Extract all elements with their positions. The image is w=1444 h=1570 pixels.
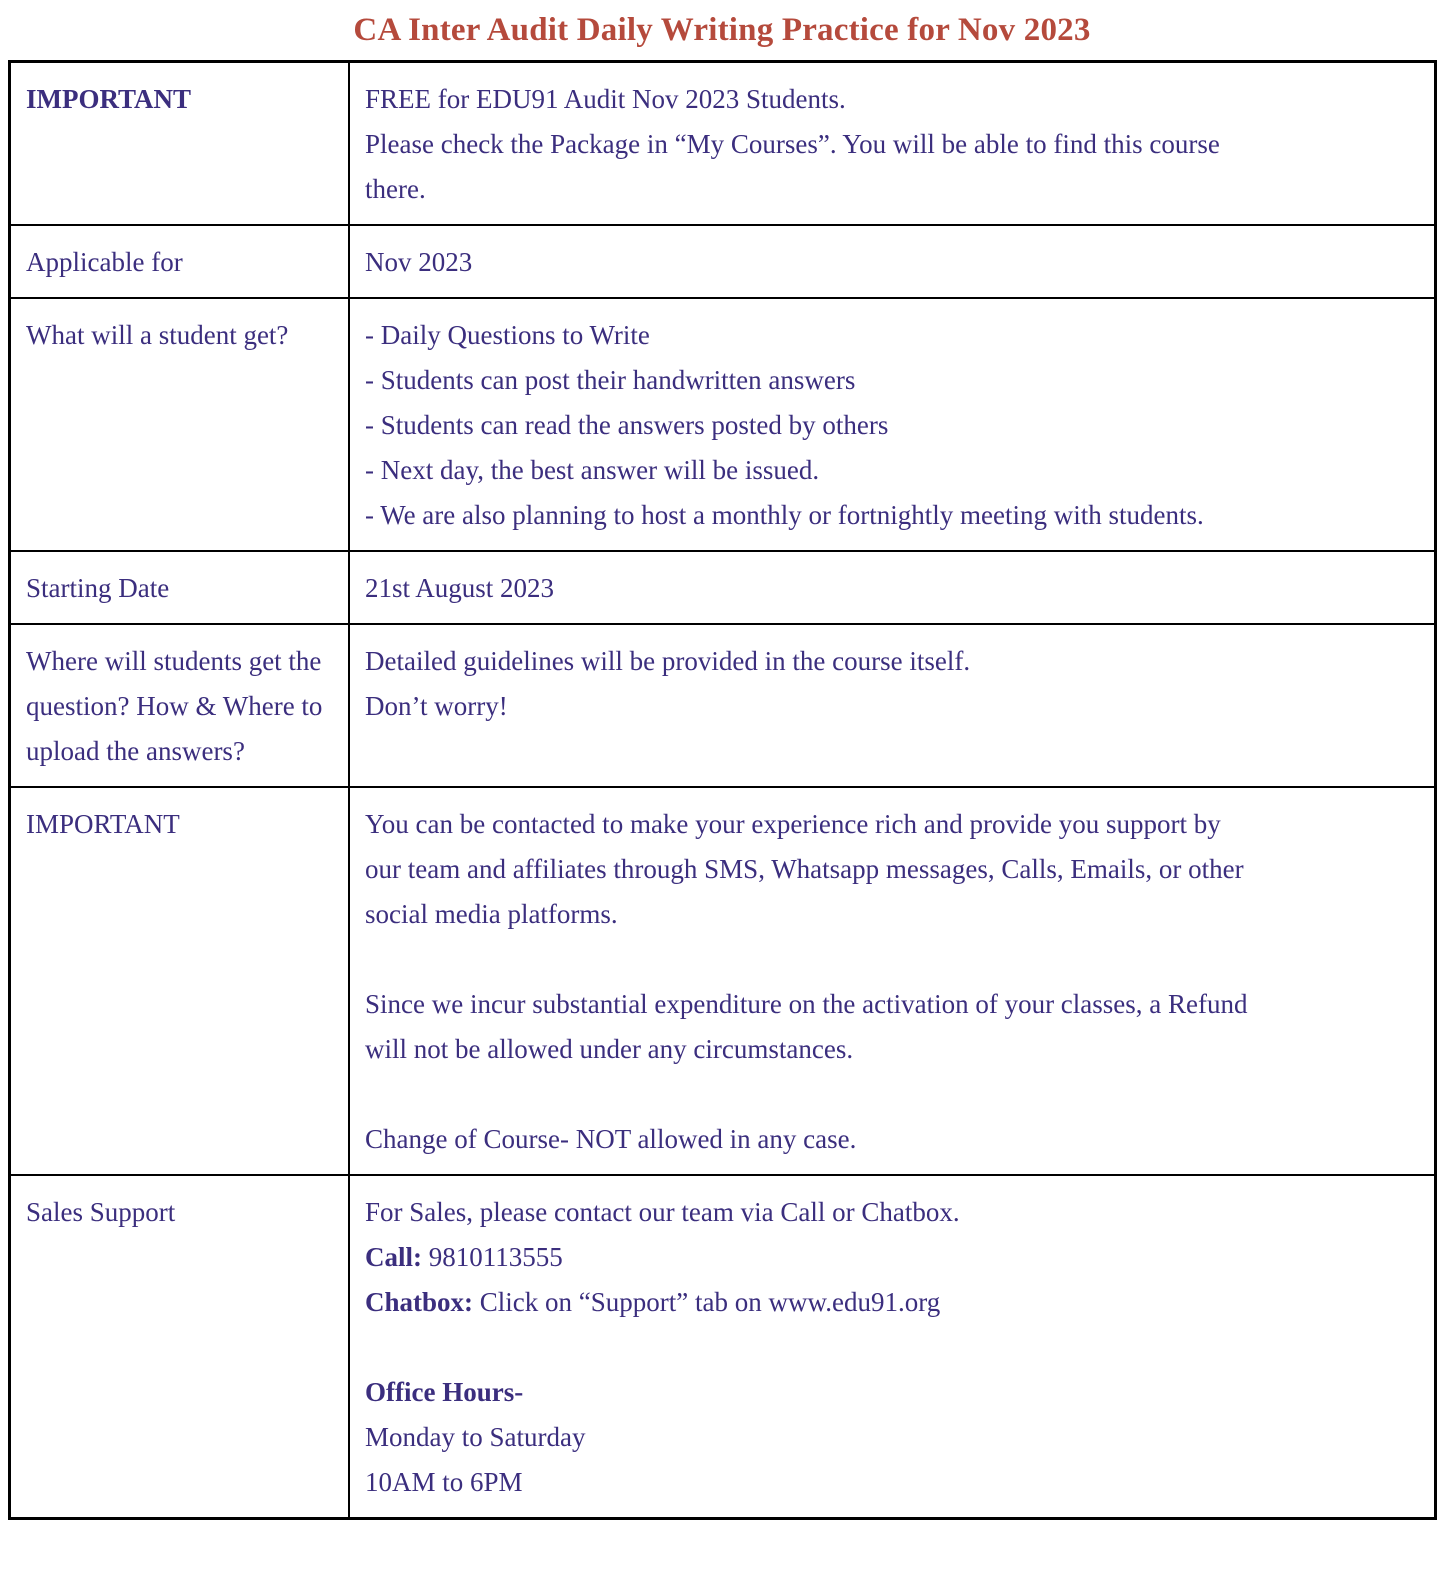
row-label-sales-support: Sales Support: [11, 1176, 350, 1517]
content-line: [365, 358, 1418, 403]
row-label-important-free: IMPORTANT: [11, 63, 350, 224]
content-line: [365, 684, 1418, 729]
text-run: Monday to Saturday: [365, 1422, 586, 1452]
content-line: [365, 566, 1418, 611]
content-line: [365, 1460, 1418, 1505]
content-line: [365, 1190, 1418, 1235]
row-content-important-free: [350, 63, 1434, 224]
table-row-important-free: [11, 63, 1434, 226]
content-line: [365, 847, 1418, 892]
row-label-starting-date: Starting Date: [11, 552, 350, 623]
text-run: Please check the Package in “My Courses”. You will be able to find this course: [365, 129, 1220, 159]
bold-text-run: Call:: [365, 1242, 422, 1272]
table-row-important-policy: [11, 788, 1434, 1176]
text-run: - We are also planning to host a monthly or fortnightly meeting with students.: [365, 500, 1204, 530]
text-run: - Next day, the best answer will be issued.: [365, 455, 820, 485]
table-row-student-benefits: [11, 299, 1434, 552]
content-line: [365, 1117, 1418, 1162]
row-label-student-benefits: What will a student get?: [11, 299, 350, 550]
bold-text-run: Chatbox:: [365, 1287, 474, 1317]
table-row-starting-date: [11, 552, 1434, 625]
text-run: social media platforms.: [365, 899, 618, 929]
row-content-applicable-for: [350, 226, 1434, 297]
row-content-student-benefits: [350, 299, 1434, 550]
table-row-guidelines: [11, 625, 1434, 788]
content-line: [365, 77, 1418, 122]
content-line: [365, 982, 1418, 1027]
content-line: [365, 1370, 1418, 1415]
text-run: will not be allowed under any circumstances.: [365, 1034, 854, 1064]
text-run: For Sales, please contact our team via Call or Chatbox.: [365, 1197, 960, 1227]
text-run: FREE for EDU91 Audit Nov 2023 Students.: [365, 84, 846, 114]
row-label-important-policy: IMPORTANT: [11, 788, 350, 1174]
blank-line: [365, 1072, 1418, 1117]
content-line: [365, 639, 1418, 684]
row-content-starting-date: [350, 552, 1434, 623]
page-title: CA Inter Audit Daily Writing Practice for Nov 2023: [353, 12, 1091, 48]
content-line: [365, 1280, 1418, 1325]
content-line: [365, 892, 1418, 937]
blank-line: [365, 937, 1418, 982]
text-run: 21st August 2023: [365, 573, 555, 603]
text-run: - Students can post their handwritten answers: [365, 365, 856, 395]
text-run: there.: [365, 174, 426, 204]
bold-text-run: Office Hours-: [365, 1377, 524, 1407]
content-line: [365, 448, 1418, 493]
text-run: Nov 2023: [365, 247, 473, 277]
text-run: our team and affiliates through SMS, Whatsapp messages, Calls, Emails, or other: [365, 854, 1244, 884]
content-line: [365, 122, 1418, 167]
blank-line: [365, 1325, 1418, 1370]
table-row-sales-support: [11, 1176, 1434, 1517]
text-run: Don’t worry!: [365, 691, 508, 721]
text-run: Change of Course- NOT allowed in any case.: [365, 1124, 857, 1154]
text-run: Click on “Support” tab on www.edu91.org: [473, 1287, 941, 1317]
text-run: 10AM to 6PM: [365, 1467, 523, 1497]
row-content-sales-support: [350, 1176, 1434, 1517]
content-line: [365, 1027, 1418, 1072]
text-run: You can be contacted to make your experience rich and provide you support by: [365, 809, 1221, 839]
text-run: Detailed guidelines will be provided in the course itself.: [365, 646, 971, 676]
content-line: [365, 1235, 1418, 1280]
content-line: [365, 240, 1418, 285]
content-line: [365, 167, 1418, 212]
content-line: [365, 493, 1418, 538]
content-line: [365, 403, 1418, 448]
info-table: [8, 60, 1437, 1520]
content-line: [365, 1415, 1418, 1460]
table-row-applicable-for: [11, 226, 1434, 299]
row-content-important-policy: [350, 788, 1434, 1174]
content-line: [365, 313, 1418, 358]
row-label-guidelines: Where will students get the question? How & Where to upload the answers?: [11, 625, 350, 786]
text-run: Since we incur substantial expenditure on the activation of your classes, a Refund: [365, 989, 1248, 1019]
row-label-applicable-for: Applicable for: [11, 226, 350, 297]
text-run: - Daily Questions to Write: [365, 320, 650, 350]
row-content-guidelines: [350, 625, 1434, 786]
text-run: 9810113555: [422, 1242, 563, 1272]
content-line: [365, 802, 1418, 847]
text-run: - Students can read the answers posted by others: [365, 410, 889, 440]
